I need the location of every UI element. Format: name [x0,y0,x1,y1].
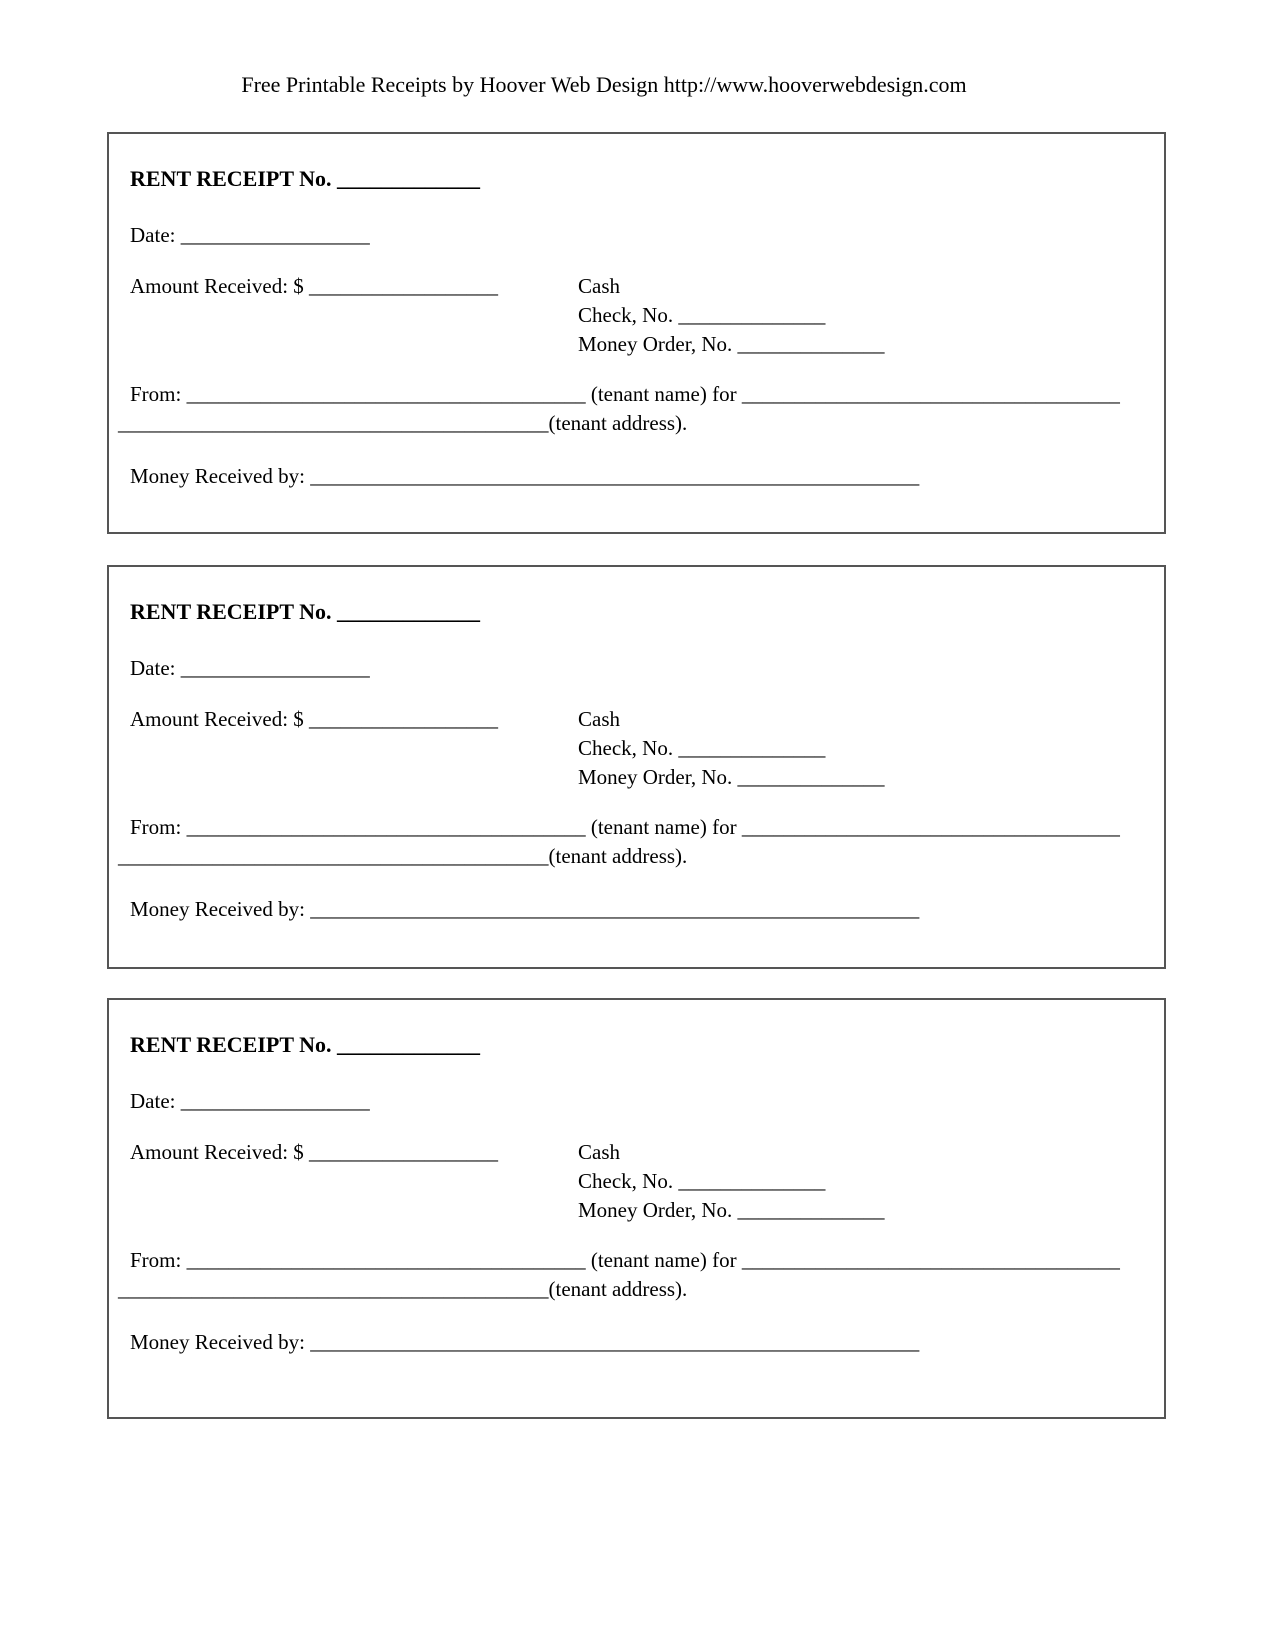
date-blank: __________________ [180,223,370,247]
date-label: Date: [130,656,176,680]
money-received-by-blank: __________________________________________________________ [310,897,920,921]
receipt-title [130,1030,1148,1059]
money-received-by-blank: __________________________________________________________ [310,1330,920,1354]
date-row [130,654,1148,683]
receipt-number-blank: _____________ [337,166,481,191]
tenant-name-blank: ______________________________________ [186,815,586,839]
tenant-name-label: (tenant name) for [590,382,737,406]
money-order-label: Money Order, No. [578,765,733,789]
receipt-title [130,164,1148,193]
from-line [130,1246,1148,1275]
money-received-by-blank: __________________________________________________________ [310,464,920,488]
amount-received-label: Amount Received: $ [130,707,304,731]
from-label: From: [130,1248,182,1272]
tenant-address-line [118,1275,1148,1304]
tenant-name-label: (tenant name) for [590,815,737,839]
check-label: Check, No. [578,303,674,327]
receipt-number-blank: _____________ [337,1032,481,1057]
date-row [130,1087,1148,1116]
tenant-address-line [118,842,1148,871]
from-line [130,380,1148,409]
amount-blank: __________________ [309,707,499,731]
tenant-address-blank: _________________________________________ [118,1277,549,1301]
rent-for-blank: ____________________________________ [741,382,1120,406]
cash-option: Cash [578,707,620,731]
from-block [118,813,1148,871]
rent-receipt-form-2 [107,565,1166,969]
tenant-address-label: (tenant address). [548,411,688,435]
money-received-by-label: Money Received by: [130,897,305,921]
money-order-number-blank: ______________ [737,765,885,789]
cash-option: Cash [578,1140,620,1164]
check-label: Check, No. [578,1169,674,1193]
check-number-blank: ______________ [678,1169,826,1193]
date-blank: __________________ [180,656,370,680]
rent-for-blank: ____________________________________ [741,815,1120,839]
payment-method-column [578,272,885,359]
from-block [118,1246,1148,1304]
payment-method-column [578,705,885,792]
tenant-name-blank: ______________________________________ [186,1248,586,1272]
money-received-by-label: Money Received by: [130,464,305,488]
tenant-name-blank: ______________________________________ [186,382,586,406]
amount-blank: __________________ [309,1140,499,1164]
rent-receipt-form-3 [107,998,1166,1419]
money-order-option [578,1196,885,1225]
money-order-option [578,330,885,359]
check-option [578,734,885,763]
amount-received-cell [130,1138,578,1225]
amount-payment-row [130,1138,1148,1225]
money-order-number-blank: ______________ [737,332,885,356]
amount-payment-row [130,272,1148,359]
date-label: Date: [130,223,176,247]
check-number-blank: ______________ [678,736,826,760]
amount-blank: __________________ [309,274,499,298]
receipt-title-label: RENT RECEIPT No. [130,1032,332,1057]
check-option [578,301,885,330]
tenant-address-label: (tenant address). [548,844,688,868]
from-block [118,380,1148,438]
tenant-address-blank: _________________________________________ [118,411,549,435]
tenant-address-label: (tenant address). [548,1277,688,1301]
amount-payment-row [130,705,1148,792]
tenant-address-line [118,409,1148,438]
rent-receipt-form-1 [107,132,1166,534]
payment-method-column [578,1138,885,1225]
cash-option: Cash [578,274,620,298]
date-row [130,221,1148,250]
from-label: From: [130,815,182,839]
money-order-option [578,763,885,792]
from-line [130,813,1148,842]
receipt-title-label: RENT RECEIPT No. [130,599,332,624]
receipt-number-blank: _____________ [337,599,481,624]
money-order-number-blank: ______________ [737,1198,885,1222]
from-label: From: [130,382,182,406]
receipt-title [130,597,1148,626]
receipt-title-label: RENT RECEIPT No. [130,166,332,191]
check-number-blank: ______________ [678,303,826,327]
rent-for-blank: ____________________________________ [741,1248,1120,1272]
money-received-by-row [130,462,1148,491]
amount-received-cell [130,272,578,359]
tenant-address-blank: _________________________________________ [118,844,549,868]
date-blank: __________________ [180,1089,370,1113]
money-order-label: Money Order, No. [578,332,733,356]
check-label: Check, No. [578,736,674,760]
date-label: Date: [130,1089,176,1113]
money-received-by-label: Money Received by: [130,1330,305,1354]
money-order-label: Money Order, No. [578,1198,733,1222]
money-received-by-row [130,895,1148,924]
page-header-text: Free Printable Receipts by Hoover Web Design http://www.hooverwebdesign.com [241,72,967,97]
check-option [578,1167,885,1196]
amount-received-cell [130,705,578,792]
amount-received-label: Amount Received: $ [130,1140,304,1164]
amount-received-label: Amount Received: $ [130,274,304,298]
tenant-name-label: (tenant name) for [590,1248,737,1272]
money-received-by-row [130,1328,1148,1357]
